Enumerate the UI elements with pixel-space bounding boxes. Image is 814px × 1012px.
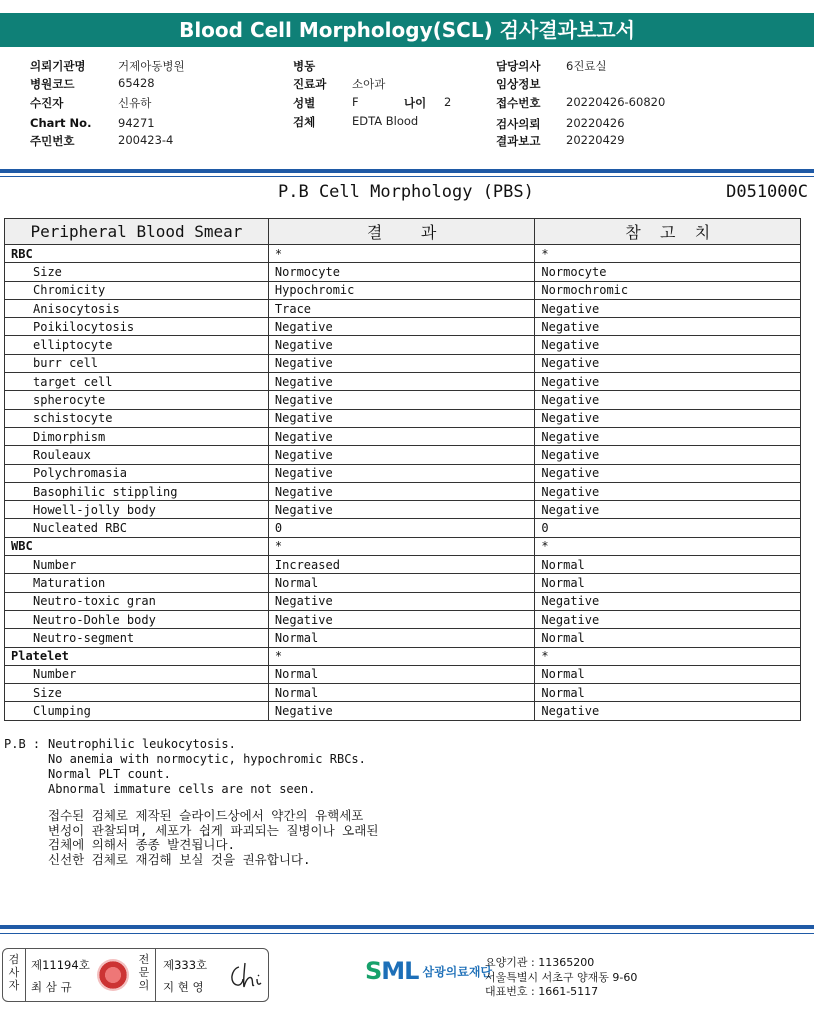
comment-korean-line: 변성이 관찰되며, 세포가 쉽게 파괴되는 질병이나 오래된 [48, 822, 379, 838]
org-name: 삼광의료재단 [422, 964, 493, 979]
header-reference: 참 고 치 [535, 219, 801, 245]
row-result: Increased [268, 556, 535, 574]
divider [25, 949, 26, 1001]
row-reference: Negative [535, 501, 801, 519]
row-reference: * [535, 537, 801, 555]
info-value: 20220429 [566, 133, 625, 147]
row-reference: Negative [535, 592, 801, 610]
specialist-label: 전 문 의 [138, 953, 150, 992]
row-reference: Negative [535, 354, 801, 372]
info-label: 병원코드 [30, 77, 75, 91]
info-label: 접수번호 [496, 96, 541, 110]
table-row [5, 299, 801, 317]
row-item: Dimorphism [5, 427, 269, 445]
row-result: 0 [268, 519, 535, 537]
comment-line: Abnormal immature cells are not seen. [48, 782, 316, 796]
info-value: 6진료실 [566, 59, 607, 73]
row-reference: * [535, 245, 801, 263]
row-result: Negative [268, 464, 535, 482]
specialist-license: 제333호 [163, 958, 208, 972]
row-reference: Negative [535, 391, 801, 409]
row-result: * [268, 537, 535, 555]
row-reference: 0 [535, 519, 801, 537]
row-reference: Negative [535, 336, 801, 354]
header-result: 결 과 [268, 219, 535, 245]
row-item: RBC [5, 245, 269, 263]
divider [0, 169, 814, 173]
report-title: Blood Cell Morphology(SCL) 검사결과보고서 [0, 13, 814, 47]
row-result: Normal [268, 629, 535, 647]
row-item: Howell-jolly body [5, 501, 269, 519]
table-row [5, 373, 801, 391]
row-reference: Normal [535, 574, 801, 592]
row-reference: Normocyte [535, 263, 801, 281]
row-item: Clumping [5, 702, 269, 720]
table-row [5, 665, 801, 683]
info-label: 수진자 [30, 96, 64, 110]
comment-line: Normal PLT count. [48, 767, 171, 781]
row-result: Negative [268, 409, 535, 427]
table-row [5, 519, 801, 537]
table-row [5, 556, 801, 574]
header-item: Peripheral Blood Smear [5, 219, 269, 245]
row-item: Size [5, 684, 269, 702]
info-value: 소아과 [352, 77, 386, 91]
row-item: Size [5, 263, 269, 281]
row-item: Neutro-Dohle body [5, 610, 269, 628]
row-item: Basophilic stippling [5, 482, 269, 500]
divider [0, 176, 814, 177]
comment-line: No anemia with normocytic, hypochromic RBCs. [48, 752, 366, 766]
table-header-row [5, 219, 801, 245]
table-group-row [5, 647, 801, 665]
row-item: Number [5, 665, 269, 683]
row-result: Negative [268, 427, 535, 445]
row-item: Maturation [5, 574, 269, 592]
info-label: Chart No. [30, 116, 92, 130]
row-result: Normocyte [268, 263, 535, 281]
info-value: 20220426-60820 [566, 95, 666, 109]
divider [155, 949, 156, 1001]
row-item: Neutro-segment [5, 629, 269, 647]
row-item: Rouleaux [5, 446, 269, 464]
divider [0, 933, 814, 934]
patient-info [0, 56, 814, 156]
info-label: 임상정보 [496, 77, 541, 91]
row-result: Hypochromic [268, 281, 535, 299]
table-row [5, 629, 801, 647]
row-reference: Negative [535, 299, 801, 317]
row-item: Anisocytosis [5, 299, 269, 317]
info-label: 담당의사 [496, 59, 541, 73]
row-item: Neutro-toxic gran [5, 592, 269, 610]
info-label: 나이 [404, 96, 427, 110]
table-row [5, 427, 801, 445]
info-value: F [352, 95, 359, 109]
row-item: Platelet [5, 647, 269, 665]
row-reference: Negative [535, 373, 801, 391]
row-reference: Negative [535, 318, 801, 336]
info-value: 20220426 [566, 116, 625, 130]
row-reference: Normal [535, 665, 801, 683]
info-value: 거제아동병원 [118, 59, 185, 73]
signature-box [2, 948, 269, 1002]
info-label: 진료과 [293, 77, 327, 91]
info-value: EDTA Blood [352, 114, 419, 128]
table-row [5, 263, 801, 281]
table-row [5, 482, 801, 500]
table-row [5, 281, 801, 299]
smear-table [4, 218, 801, 721]
org-address: 서울특별시 서초구 양재동 9-60 [485, 970, 638, 984]
org-info [485, 956, 637, 1000]
row-item: WBC [5, 537, 269, 555]
row-item: spherocyte [5, 391, 269, 409]
info-label: 결과보고 [496, 134, 541, 148]
row-result: Negative [268, 336, 535, 354]
info-value: 2 [444, 95, 452, 109]
examiner-license: 제11194호 [31, 958, 90, 972]
row-reference: Negative [535, 427, 801, 445]
divider [0, 925, 814, 929]
row-item: Polychromasia [5, 464, 269, 482]
row-result: Negative [268, 318, 535, 336]
info-label: 성별 [293, 96, 316, 110]
row-item: Poikilocytosis [5, 318, 269, 336]
table-row [5, 574, 801, 592]
row-result: Negative [268, 592, 535, 610]
row-item: target cell [5, 373, 269, 391]
row-result: Negative [268, 501, 535, 519]
row-result: * [268, 245, 535, 263]
table-row [5, 336, 801, 354]
row-reference: Negative [535, 409, 801, 427]
row-result: Negative [268, 482, 535, 500]
table-row [5, 464, 801, 482]
row-result: Normal [268, 574, 535, 592]
table-group-row [5, 245, 801, 263]
row-result: Negative [268, 446, 535, 464]
table-row [5, 592, 801, 610]
comment-korean [48, 809, 378, 867]
org-phone: 대표번호 : 1661-5117 [485, 985, 599, 998]
test-title: P.B Cell Morphology (PBS) [278, 182, 534, 202]
row-result: Normal [268, 684, 535, 702]
table-row [5, 318, 801, 336]
row-result: Negative [268, 354, 535, 372]
row-result: Negative [268, 702, 535, 720]
row-reference: Negative [535, 482, 801, 500]
table-row [5, 501, 801, 519]
comment-korean-line: 신선한 검체로 재검해 보실 것을 권유합니다. [48, 851, 311, 867]
info-value: 94271 [118, 116, 155, 130]
row-item: Nucleated RBC [5, 519, 269, 537]
row-reference: Negative [535, 464, 801, 482]
seal-icon [97, 959, 129, 991]
comment-line: Neutrophilic leukocytosis. [48, 737, 236, 751]
examiner-label: 검 사 자 [8, 953, 20, 992]
row-result: Trace [268, 299, 535, 317]
row-result: Normal [268, 665, 535, 683]
table-row [5, 409, 801, 427]
row-reference: Normal [535, 629, 801, 647]
signature-icon [225, 961, 263, 991]
table-row [5, 702, 801, 720]
sml-logo-icon: SML [365, 957, 419, 985]
row-item: Number [5, 556, 269, 574]
examiner-name: 최 삼 규 [31, 980, 72, 994]
comment-prefix: P.B : [4, 737, 41, 751]
info-label: 검체 [293, 115, 316, 129]
comment-korean-line: 접수된 검체로 제작된 슬라이드상에서 약간의 유핵세포 [48, 808, 364, 823]
row-item: Chromicity [5, 281, 269, 299]
info-label: 주민번호 [30, 134, 75, 148]
specialist-name: 지 현 영 [163, 980, 204, 994]
info-label: 의뢰기관명 [30, 59, 86, 73]
row-result: * [268, 647, 535, 665]
org-logo [365, 957, 492, 985]
row-reference: Negative [535, 702, 801, 720]
info-value: 200423-4 [118, 133, 174, 147]
test-code: D051000C [726, 182, 808, 202]
row-item: elliptocyte [5, 336, 269, 354]
row-result: Negative [268, 391, 535, 409]
info-value: 65428 [118, 76, 155, 90]
row-reference: Normochromic [535, 281, 801, 299]
table-group-row [5, 537, 801, 555]
row-item: burr cell [5, 354, 269, 372]
comment-korean-line: 검체에 의해서 종종 발견됩니다. [48, 837, 236, 852]
info-value: 신유하 [118, 96, 152, 110]
table-row [5, 354, 801, 372]
comment-block [4, 737, 366, 796]
info-label: 검사의뢰 [496, 117, 541, 131]
row-reference: Negative [535, 610, 801, 628]
org-code: 요양기관 : 11365200 [485, 956, 595, 969]
table-row [5, 610, 801, 628]
row-reference: * [535, 647, 801, 665]
row-reference: Normal [535, 684, 801, 702]
row-item: schistocyte [5, 409, 269, 427]
table-row [5, 684, 801, 702]
row-result: Negative [268, 610, 535, 628]
row-reference: Normal [535, 556, 801, 574]
row-result: Negative [268, 373, 535, 391]
table-row [5, 446, 801, 464]
table-row [5, 391, 801, 409]
row-reference: Negative [535, 446, 801, 464]
info-label: 병동 [293, 59, 316, 73]
